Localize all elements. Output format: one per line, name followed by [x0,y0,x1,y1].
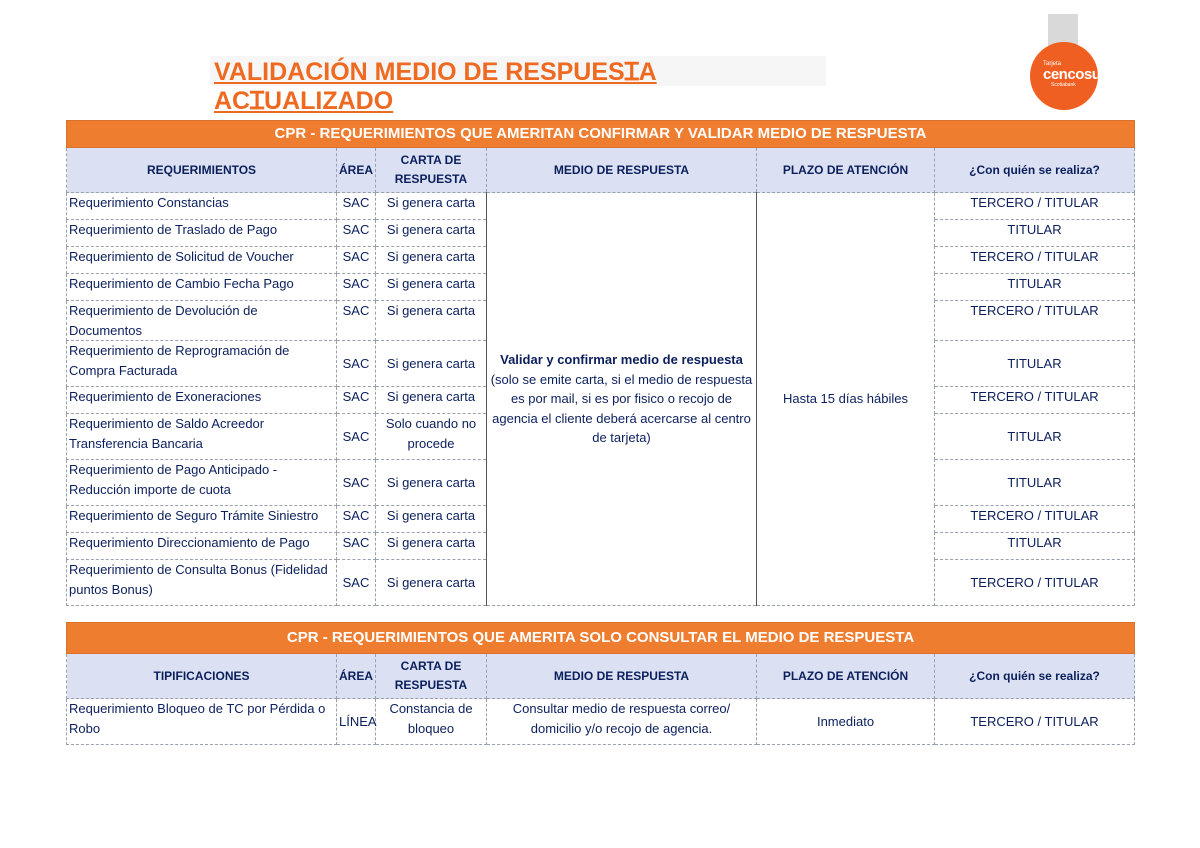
cell-requerimiento: Requerimiento de Pago Anticipado - Reducción importe de cuota [67,460,337,506]
confirm-validate-table [66,120,1135,606]
cell-area: SAC [337,506,376,533]
col-header-medio: MEDIO DE RESPUESTA [487,148,757,193]
cell-requerimiento: Requerimiento de Exoneraciones [67,387,337,414]
col-header-area: ÁREA [337,654,376,699]
cell-carta: Si genera carta [376,301,487,341]
cell-carta: Si genera carta [376,274,487,301]
cell-area: SAC [337,220,376,247]
table-banner: CPR - REQUERIMIENTOS QUE AMERITAN CONFIRMAR Y VALIDAR MEDIO DE RESPUESTA [67,121,1135,148]
cell-carta: Constancia de bloqueo [376,699,487,745]
logo-tagline: Scotiabank [1051,82,1076,88]
col-header-medio: MEDIO DE RESPUESTA [487,654,757,699]
cell-area: SAC [337,414,376,460]
cell-carta: Si genera carta [376,506,487,533]
cell-requerimiento: Requerimiento Constancias [67,193,337,220]
cell-carta: Si genera carta [376,387,487,414]
title-line-1: VALIDACIÓN MEDIO DE RESPUESꞮA [214,58,657,86]
col-header-area: ÁREA [337,148,376,193]
cell-requerimiento: Requerimiento de Solicitud de Voucher [67,247,337,274]
col-header-requerimientos: REQUERIMIENTOS [67,148,337,193]
cell-requerimiento: Requerimiento de Seguro Trámite Siniestro [67,506,337,533]
cell-carta: Si genera carta [376,560,487,606]
cell-area: SAC [337,274,376,301]
cell-area: SAC [337,341,376,387]
cell-quien: TITULAR [935,414,1135,460]
cencosud-logo [1030,42,1110,110]
col-header-carta: CARTA DE RESPUESTA [376,654,487,699]
table-row [67,193,1135,220]
cell-requerimiento: Requerimiento Direccionamiento de Pago [67,533,337,560]
col-header-quien: ¿Con quién se realiza? [935,654,1135,699]
medio-bold-text: Validar y confirmar medio de respuesta [500,352,743,368]
cell-area: SAC [337,533,376,560]
table-banner: CPR - REQUERIMIENTOS QUE AMERITA SOLO CONSULTAR EL MEDIO DE RESPUESTA [67,623,1135,654]
cell-quien: TERCERO / TITULAR [935,247,1135,274]
cell-quien: TITULAR [935,533,1135,560]
logo-brand: cencosud [1043,66,1110,83]
medio-rest-text: (solo se emite carta, si el medio de respuesta es por mail, si es por fisico o recojo de agencia el cliente deberá acercarse al centro de tarjeta) [490,371,753,446]
cell-carta: Si genera carta [376,220,487,247]
cell-requerimiento: Requerimiento de Devolución de Documentos [67,301,337,341]
cell-requerimiento: Requerimiento de Saldo Acreedor Transferencia Bancaria [67,414,337,460]
cell-area: SAC [337,193,376,220]
consult-only-table [66,622,1135,745]
cell-tipificacion: Requerimiento Bloqueo de TC por Pérdida o Robo [67,699,337,745]
cell-requerimiento: Requerimiento de Traslado de Pago [67,220,337,247]
cell-requerimiento: Requerimiento de Cambio Fecha Pago [67,274,337,301]
cell-quien: TERCERO / TITULAR [935,301,1135,341]
cell-medio-respuesta: Consultar medio de respuesta correo/ domicilio y/o recojo de agencia. [487,699,757,745]
title-line-2: ACꞮUALIZADO [214,87,394,115]
col-header-carta: CARTA DE RESPUESTA [376,148,487,193]
cell-area: SAC [337,301,376,341]
cell-quien: TITULAR [935,274,1135,301]
col-header-plazo: PLAZO DE ATENCIÓN [757,654,935,699]
cell-quien: TERCERO / TITULAR [935,699,1135,745]
cell-carta: Si genera carta [376,460,487,506]
cell-quien: TERCERO / TITULAR [935,387,1135,414]
cell-quien: TERCERO / TITULAR [935,193,1135,220]
cell-area: SAC [337,460,376,506]
cell-area: SAC [337,247,376,274]
cell-quien: TITULAR [935,460,1135,506]
cell-quien: TERCERO / TITULAR [935,506,1135,533]
cell-requerimiento: Requerimiento de Reprogramación de Compra Facturada [67,341,337,387]
col-header-quien: ¿Con quién se realiza? [935,148,1135,193]
col-header-tipificaciones: TIPIFICACIONES [67,654,337,699]
cell-quien: TITULAR [935,220,1135,247]
cell-area: SAC [337,560,376,606]
cell-carta: Si genera carta [376,533,487,560]
cell-requerimiento: Requerimiento de Consulta Bonus (Fidelidad puntos Bonus) [67,560,337,606]
cell-plazo: Hasta 15 días hábiles [757,193,935,606]
cell-quien: TERCERO / TITULAR [935,560,1135,606]
cell-medio-respuesta [487,193,757,606]
logo-small-text: Tarjeta [1043,61,1062,67]
table-row [67,699,1135,745]
cell-carta: Si genera carta [376,341,487,387]
cell-plazo: Inmediato [757,699,935,745]
cell-carta: Si genera carta [376,193,487,220]
col-header-plazo: PLAZO DE ATENCIÓN [757,148,935,193]
document-title [214,58,826,116]
cell-quien: TITULAR [935,341,1135,387]
cell-area: SAC [337,387,376,414]
cell-carta: Solo cuando no procede [376,414,487,460]
cell-carta: Si genera carta [376,247,487,274]
cell-area: LÍNEA [337,699,376,745]
